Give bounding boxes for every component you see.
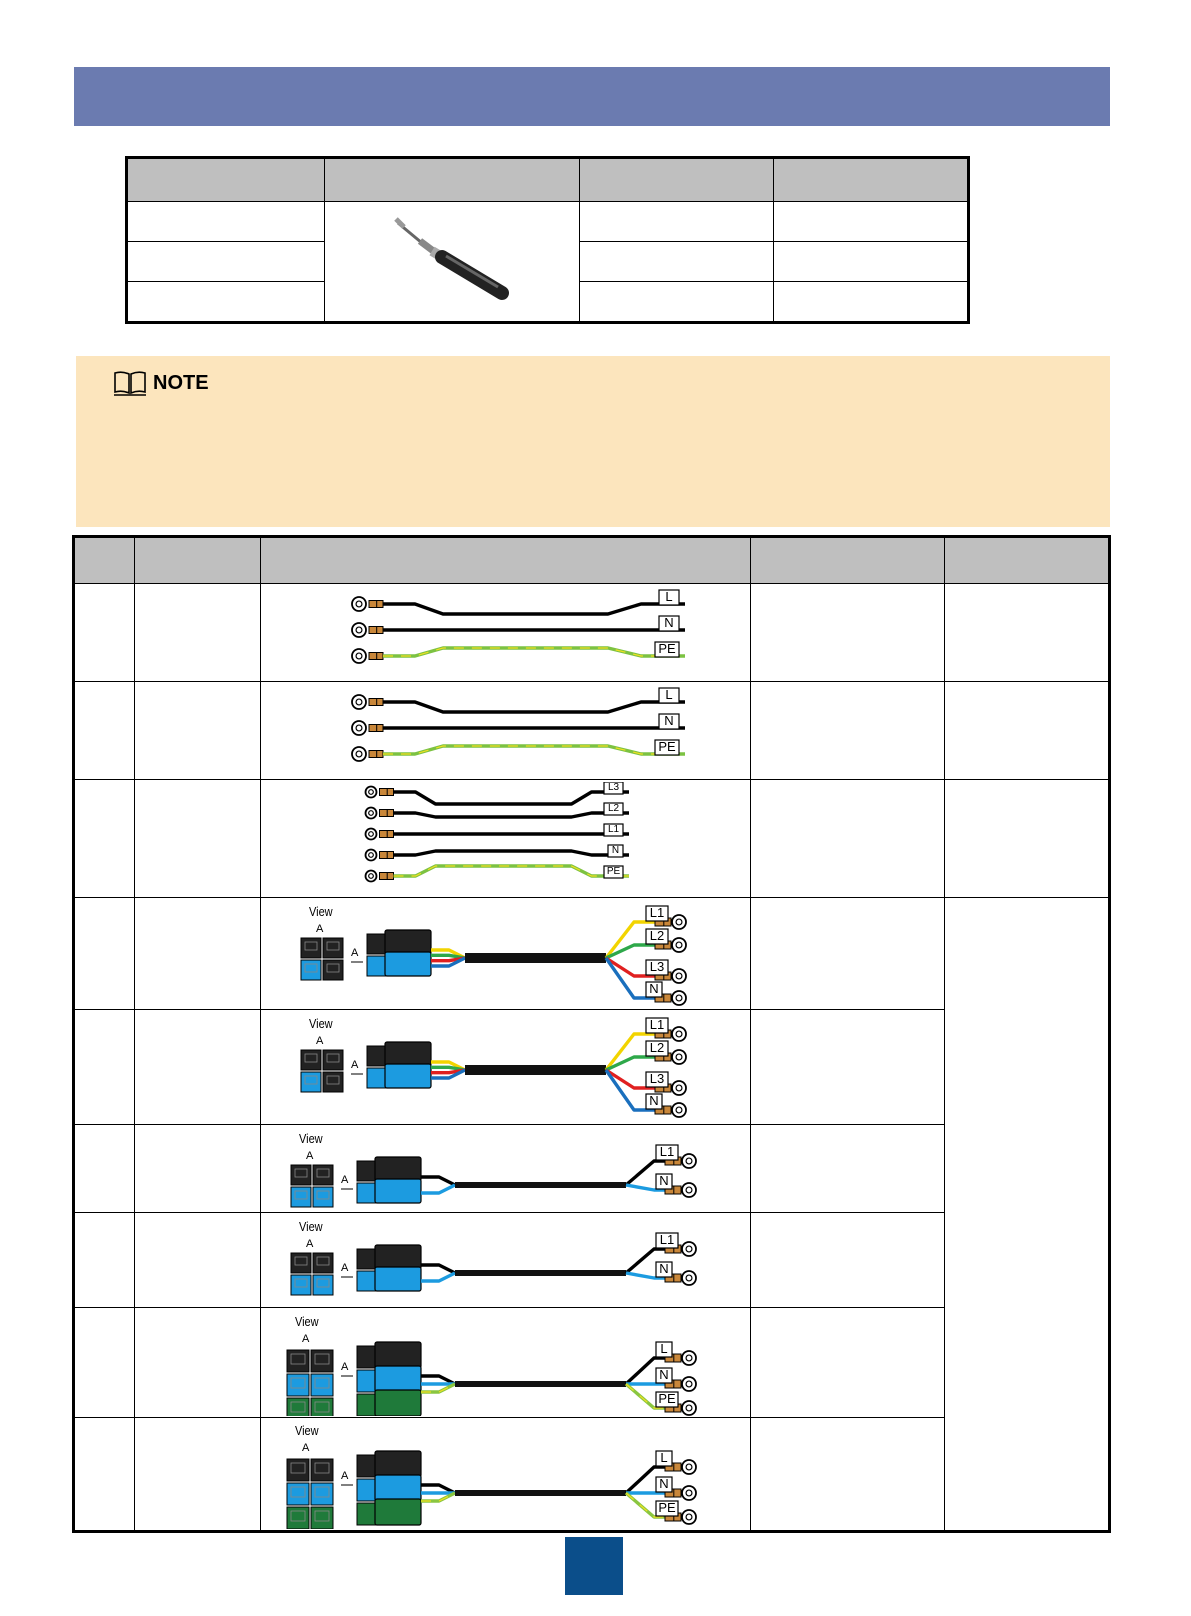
connector-housing bbox=[385, 930, 431, 954]
table-cell bbox=[750, 1010, 945, 1125]
wire-label: L3 bbox=[607, 781, 619, 793]
wire-label: N bbox=[658, 1172, 669, 1188]
wire-label: L1 bbox=[607, 823, 619, 835]
ring-terminal-hole bbox=[686, 1355, 692, 1361]
cables-table bbox=[72, 535, 1111, 1533]
cable-diagram bbox=[261, 782, 750, 896]
connector-pin-cell bbox=[287, 1350, 309, 1372]
connector-pin-cell bbox=[313, 1275, 333, 1295]
ring-terminal-hole bbox=[686, 1275, 692, 1281]
connector-pin-cell bbox=[301, 1072, 321, 1092]
ring-terminal-hole bbox=[676, 1107, 682, 1113]
cable-image-cell bbox=[260, 780, 750, 898]
cable-image-cell bbox=[260, 1125, 750, 1213]
table-cell bbox=[750, 780, 945, 898]
ring-terminal-hole bbox=[686, 1405, 692, 1411]
ring-terminal-hole bbox=[356, 601, 362, 607]
connector-plug bbox=[357, 1370, 377, 1392]
table-cell bbox=[774, 202, 969, 242]
wire-label: L1 bbox=[659, 1231, 674, 1247]
ring-terminal-hole bbox=[356, 627, 362, 633]
cable-image-cell bbox=[260, 1418, 750, 1532]
cable-wire bbox=[421, 1265, 455, 1273]
connector-pin-cell bbox=[291, 1275, 311, 1295]
ring-terminal-hole bbox=[356, 751, 362, 757]
table-cell bbox=[74, 1010, 135, 1125]
wire-label: L bbox=[665, 588, 673, 604]
wire-label: N bbox=[663, 712, 674, 728]
connector-pin-cell bbox=[323, 938, 343, 958]
view-label: View bbox=[294, 1423, 319, 1439]
connector-pin-cell bbox=[311, 1374, 333, 1396]
table-cell bbox=[74, 584, 135, 682]
wire-label: PE bbox=[657, 738, 676, 754]
table-cell bbox=[945, 682, 1110, 780]
arrow-letter: A bbox=[340, 1261, 348, 1274]
table-row bbox=[74, 780, 1110, 898]
cables-header-cell bbox=[74, 537, 135, 584]
table-cell bbox=[134, 1010, 260, 1125]
ring-terminal-hole bbox=[676, 919, 682, 925]
cable-wire bbox=[393, 866, 629, 876]
connector-plug bbox=[357, 1455, 377, 1477]
connector-housing bbox=[385, 1064, 431, 1088]
crimp-ferrule bbox=[379, 830, 393, 837]
section-header-bar bbox=[74, 67, 1110, 126]
wire-label: L3 bbox=[649, 958, 664, 974]
table-cell bbox=[134, 1125, 260, 1213]
cables-header-cell bbox=[945, 537, 1110, 584]
ring-terminal-hole bbox=[368, 789, 373, 794]
ring-terminal-hole bbox=[368, 810, 373, 815]
table-cell bbox=[579, 242, 774, 282]
connector-pin-cell bbox=[287, 1374, 309, 1396]
connector-pin-cell bbox=[311, 1483, 333, 1505]
connector-housing bbox=[375, 1245, 421, 1269]
cable-diagram bbox=[261, 586, 750, 680]
ring-terminal-hole bbox=[686, 1381, 692, 1387]
table-cell bbox=[134, 1213, 260, 1308]
connector-housing bbox=[375, 1179, 421, 1203]
cable-diagram bbox=[261, 1012, 750, 1123]
connector-pin-cell bbox=[287, 1483, 309, 1505]
ring-terminal-hole bbox=[356, 725, 362, 731]
tools-header-cell bbox=[774, 158, 969, 202]
connector-housing bbox=[375, 1475, 421, 1501]
crimp-ferrule bbox=[369, 600, 383, 607]
connector-plug bbox=[357, 1161, 377, 1181]
ring-terminal-hole bbox=[368, 873, 373, 878]
connector-pin-cell bbox=[287, 1507, 309, 1529]
view-letter: A bbox=[315, 922, 323, 935]
table-cell bbox=[74, 898, 135, 1010]
view-letter: A bbox=[315, 1034, 323, 1047]
table-cell bbox=[127, 202, 325, 242]
view-label: View bbox=[298, 1130, 323, 1146]
cable-wire bbox=[393, 792, 629, 804]
tool-image-cell bbox=[324, 202, 579, 323]
wire-label: N bbox=[658, 1366, 669, 1382]
connector-pin-cell bbox=[313, 1187, 333, 1207]
view-label: View bbox=[294, 1313, 319, 1329]
ring-terminal-hole bbox=[686, 1514, 692, 1520]
cable-wire bbox=[421, 1177, 455, 1185]
table-cell bbox=[127, 282, 325, 323]
table-cell bbox=[74, 1213, 135, 1308]
connector-pin-cell bbox=[311, 1398, 333, 1416]
view-label: View bbox=[308, 903, 333, 919]
tools-header-cell bbox=[579, 158, 774, 202]
connector-plug bbox=[367, 1068, 387, 1088]
connector-pin-cell bbox=[291, 1165, 311, 1185]
table-cell bbox=[750, 682, 945, 780]
tools-table-header bbox=[127, 158, 969, 202]
cable-image-cell bbox=[260, 682, 750, 780]
wire-label: L2 bbox=[649, 927, 664, 943]
crimp-ferrule bbox=[379, 788, 393, 795]
table-cell bbox=[750, 1418, 945, 1532]
arrow-letter: A bbox=[340, 1470, 348, 1482]
table-cell bbox=[945, 898, 1110, 1532]
connector-housing bbox=[375, 1366, 421, 1392]
ring-terminal-hole bbox=[356, 653, 362, 659]
table-cell bbox=[750, 584, 945, 682]
connector-housing bbox=[375, 1390, 421, 1416]
wire-label: L3 bbox=[649, 1070, 664, 1086]
crimp-ferrule bbox=[369, 652, 383, 659]
connector-housing bbox=[375, 1342, 421, 1368]
cable-diagram bbox=[261, 1215, 750, 1306]
table-cell bbox=[774, 282, 969, 323]
table-row bbox=[127, 202, 969, 242]
cables-table-header bbox=[74, 537, 1110, 584]
crimp-ferrule bbox=[369, 750, 383, 757]
ring-terminal-hole bbox=[676, 995, 682, 1001]
table-cell bbox=[750, 1125, 945, 1213]
ring-terminal-hole bbox=[676, 973, 682, 979]
crimp-ferrule bbox=[369, 724, 383, 731]
wire-label: N bbox=[663, 614, 674, 630]
connector-pin-cell bbox=[311, 1507, 333, 1529]
ring-terminal-hole bbox=[368, 852, 373, 857]
tools-header-cell bbox=[324, 158, 579, 202]
connector-housing bbox=[375, 1157, 421, 1181]
cable-wire bbox=[421, 1273, 455, 1281]
connector-pin-cell bbox=[287, 1459, 309, 1481]
table-cell bbox=[774, 242, 969, 282]
wire-label: PE bbox=[657, 1390, 676, 1406]
connector-plug bbox=[367, 934, 387, 954]
table-row bbox=[74, 898, 1110, 1010]
page-number-badge bbox=[565, 1537, 623, 1595]
wire-label: PE bbox=[606, 865, 620, 877]
ring-terminal-hole bbox=[676, 1054, 682, 1060]
connector-pin-cell bbox=[291, 1253, 311, 1273]
crimp-ferrule bbox=[379, 851, 393, 858]
connector-plug bbox=[357, 1479, 377, 1501]
table-cell bbox=[74, 682, 135, 780]
connector-pin-cell bbox=[323, 960, 343, 980]
cable-image-cell bbox=[260, 584, 750, 682]
table-cell bbox=[579, 282, 774, 323]
tools-table bbox=[125, 156, 970, 324]
cable-wire bbox=[393, 851, 629, 855]
connector-pin-cell bbox=[301, 960, 321, 980]
view-letter: A bbox=[305, 1149, 313, 1162]
cable-diagram bbox=[261, 900, 750, 1008]
view-letter: A bbox=[301, 1332, 309, 1345]
ring-terminal-hole bbox=[368, 831, 373, 836]
table-cell bbox=[134, 780, 260, 898]
note-header bbox=[113, 370, 209, 396]
connector-housing bbox=[375, 1451, 421, 1477]
wire-label: L bbox=[660, 1340, 668, 1356]
table-cell bbox=[134, 1308, 260, 1418]
connector-plug bbox=[357, 1271, 377, 1291]
table-cell bbox=[945, 584, 1110, 682]
table-cell bbox=[750, 898, 945, 1010]
connector-pin-cell bbox=[311, 1350, 333, 1372]
ring-terminal-hole bbox=[686, 1187, 692, 1193]
ring-terminal-hole bbox=[686, 1464, 692, 1470]
connector-plug bbox=[357, 1503, 377, 1525]
cables-header-cell bbox=[134, 537, 260, 584]
wire-label: L2 bbox=[607, 802, 619, 814]
view-label: View bbox=[298, 1218, 323, 1234]
ring-terminal-hole bbox=[686, 1246, 692, 1252]
connector-pin-cell bbox=[311, 1459, 333, 1481]
ring-terminal-hole bbox=[676, 1085, 682, 1091]
connector-housing bbox=[375, 1499, 421, 1525]
connector-housing bbox=[385, 1042, 431, 1066]
connector-housing bbox=[375, 1267, 421, 1291]
table-cell bbox=[74, 780, 135, 898]
connector-pin-cell bbox=[291, 1187, 311, 1207]
table-cell bbox=[750, 1308, 945, 1418]
connector-housing bbox=[385, 952, 431, 976]
connector-plug bbox=[367, 1046, 387, 1066]
table-cell bbox=[74, 1125, 135, 1213]
connector-pin-cell bbox=[313, 1253, 333, 1273]
view-letter: A bbox=[301, 1442, 309, 1454]
crimp-ferrule bbox=[379, 809, 393, 816]
wire-label: L2 bbox=[649, 1039, 664, 1055]
connector-pin-cell bbox=[323, 1072, 343, 1092]
wire-label: N bbox=[658, 1260, 669, 1276]
cable-image-cell bbox=[260, 898, 750, 1010]
table-cell bbox=[134, 898, 260, 1010]
view-letter: A bbox=[305, 1237, 313, 1250]
table-cell bbox=[134, 584, 260, 682]
wire-label: L bbox=[660, 1450, 668, 1465]
wire-label: PE bbox=[657, 1500, 676, 1515]
cable-image-cell bbox=[260, 1213, 750, 1308]
wire-label: L bbox=[665, 686, 673, 702]
cable-diagram bbox=[261, 684, 750, 778]
wire-label: PE bbox=[657, 640, 676, 656]
note-label: NOTE bbox=[153, 371, 209, 394]
connector-plug bbox=[357, 1249, 377, 1269]
table-cell bbox=[134, 1418, 260, 1532]
connector-pin-cell bbox=[301, 938, 321, 958]
crimp-ferrule bbox=[369, 698, 383, 705]
ring-terminal-hole bbox=[676, 942, 682, 948]
connector-plug bbox=[357, 1394, 377, 1416]
ring-terminal-hole bbox=[686, 1490, 692, 1496]
wire-label: L1 bbox=[649, 1016, 664, 1032]
cables-header-cell bbox=[260, 537, 750, 584]
table-cell bbox=[750, 1213, 945, 1308]
wire-label: N bbox=[611, 844, 619, 856]
table-cell bbox=[945, 780, 1110, 898]
table-cell bbox=[74, 1418, 135, 1532]
table-row bbox=[74, 682, 1110, 780]
connector-pin-cell bbox=[287, 1398, 309, 1416]
cable-diagram bbox=[261, 1127, 750, 1211]
note-box bbox=[76, 356, 1110, 527]
arrow-letter: A bbox=[350, 1058, 358, 1071]
table-cell bbox=[579, 202, 774, 242]
ring-terminal-hole bbox=[686, 1158, 692, 1164]
wire-label: L1 bbox=[659, 1143, 674, 1159]
cable-wire bbox=[393, 813, 629, 817]
cables-header-cell bbox=[750, 537, 945, 584]
table-cell bbox=[127, 242, 325, 282]
cable-wire bbox=[421, 1185, 455, 1193]
connector-pin-cell bbox=[301, 1050, 321, 1070]
crimp-ferrule bbox=[369, 626, 383, 633]
wire-label: N bbox=[648, 1092, 659, 1108]
arrow-letter: A bbox=[350, 946, 358, 959]
crimp-ferrule bbox=[379, 872, 393, 879]
wire-label: N bbox=[658, 1476, 669, 1491]
wire-label: N bbox=[648, 980, 659, 996]
arrow-letter: A bbox=[340, 1173, 348, 1186]
arrow-letter: A bbox=[340, 1360, 348, 1373]
ring-terminal-hole bbox=[676, 1031, 682, 1037]
table-row bbox=[74, 584, 1110, 682]
connector-plug bbox=[357, 1346, 377, 1368]
connector-plug bbox=[357, 1183, 377, 1203]
connector-plug bbox=[367, 956, 387, 976]
connector-pin-cell bbox=[323, 1050, 343, 1070]
cable-image-cell bbox=[260, 1010, 750, 1125]
tools-header-cell bbox=[127, 158, 325, 202]
table-cell bbox=[74, 1308, 135, 1418]
cable-wire bbox=[383, 702, 685, 712]
view-label: View bbox=[308, 1015, 333, 1031]
screwdriver-icon bbox=[382, 209, 522, 309]
cable-wire bbox=[383, 604, 685, 614]
table-cell bbox=[134, 682, 260, 780]
ring-terminal-hole bbox=[356, 699, 362, 705]
cable-diagram bbox=[261, 1419, 750, 1529]
book-icon bbox=[113, 370, 147, 396]
cable-diagram bbox=[261, 1310, 750, 1416]
cable-image-cell bbox=[260, 1308, 750, 1418]
connector-pin-cell bbox=[313, 1165, 333, 1185]
wire-label: L1 bbox=[649, 904, 664, 920]
